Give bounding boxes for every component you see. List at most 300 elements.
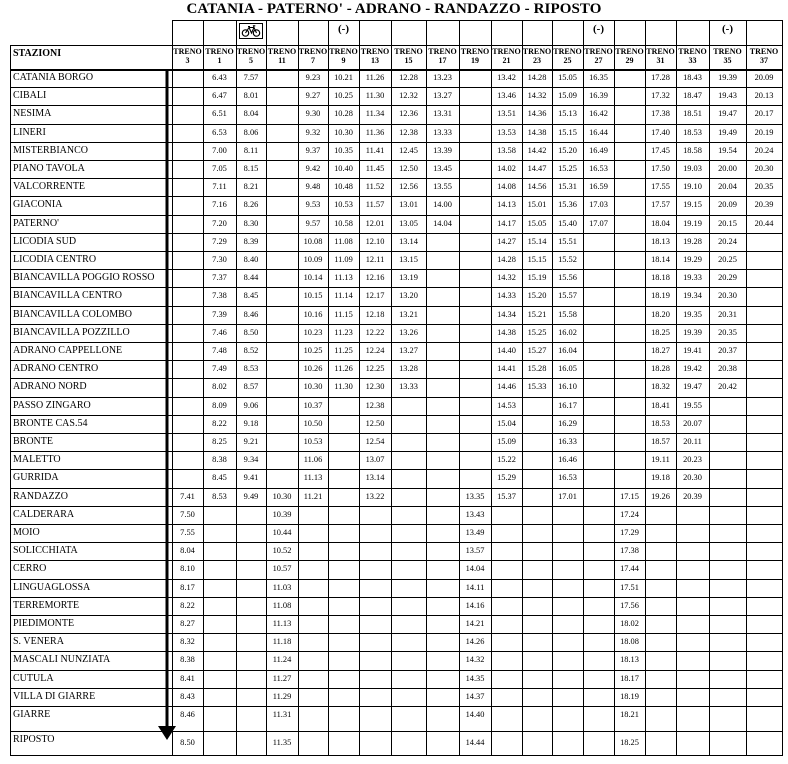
time-cell: 16.05 — [558, 364, 577, 374]
time-cell: 11.08 — [334, 236, 353, 246]
time-cell: 12.17 — [365, 291, 385, 301]
train-number: 35 — [723, 56, 732, 65]
time-cell: 18.41 — [651, 400, 670, 410]
time-cell: 15.29 — [497, 473, 516, 483]
time-cell: 7.48 — [212, 346, 227, 355]
time-cell: 15.36 — [558, 200, 577, 210]
time-cell: 14.27 — [497, 236, 516, 246]
time-cell: 20.13 — [754, 91, 774, 101]
time-cell: 18.27 — [651, 346, 670, 355]
time-cell: 13.58 — [497, 145, 516, 155]
time-cell: 14.44 — [465, 738, 485, 747]
time-cell: 11.30 — [334, 382, 353, 392]
time-cell: 8.10 — [180, 564, 195, 574]
train-label: TRENO — [615, 47, 644, 56]
time-cell: 19.55 — [683, 400, 702, 410]
time-cell: 18.20 — [651, 309, 670, 319]
time-cell: 13.27 — [399, 346, 418, 355]
time-cell: 18.28 — [651, 364, 670, 374]
time-cell: 19.15 — [683, 200, 702, 210]
time-cell: 18.43 — [683, 73, 702, 82]
time-cell: 9.32 — [305, 127, 321, 137]
time-cell: 20.23 — [683, 455, 702, 465]
time-cell: 17.07 — [589, 218, 608, 228]
time-cell: 9.34 — [243, 455, 259, 465]
station-name: MISTERBIANCO — [13, 144, 89, 156]
time-cell: 13.33 — [399, 382, 418, 392]
time-cell: 20.35 — [754, 182, 774, 192]
time-cell: 15.51 — [558, 236, 577, 246]
time-cell: 15.21 — [527, 309, 547, 319]
time-cell: 11.34 — [365, 109, 385, 119]
time-cell: 15.01 — [527, 200, 547, 210]
time-cell: 8.04 — [243, 109, 259, 119]
time-cell: 10.40 — [334, 164, 353, 173]
time-cell: 11.29 — [272, 691, 292, 701]
time-cell: 18.47 — [683, 91, 702, 101]
time-cell: 15.14 — [527, 236, 547, 246]
station-name: LINGUAGLOSSA — [13, 581, 91, 593]
station-name: GIARRE — [13, 709, 51, 720]
time-cell: 19.49 — [718, 127, 737, 137]
time-cell: 7.55 — [180, 528, 195, 537]
time-cell: 8.01 — [243, 91, 259, 101]
time-cell: 8.45 — [243, 291, 259, 301]
time-cell: 8.45 — [212, 473, 227, 483]
time-cell: 13.53 — [497, 127, 516, 137]
time-cell: 15.27 — [527, 346, 547, 355]
time-cell: 15.19 — [527, 273, 547, 283]
time-cell: 20.42 — [718, 382, 737, 392]
train-label: TRENO — [584, 47, 613, 56]
time-cell: 13.01 — [399, 200, 418, 210]
time-cell: 17.01 — [558, 491, 577, 501]
train-number: 31 — [656, 56, 665, 65]
time-cell: 16.39 — [589, 91, 608, 101]
time-cell: 8.46 — [180, 710, 195, 719]
time-cell: 20.19 — [754, 127, 774, 137]
time-cell: 11.15 — [334, 309, 353, 319]
time-cell: 18.04 — [651, 218, 670, 228]
train-number: 15 — [404, 56, 413, 65]
time-cell: 20.24 — [754, 145, 774, 155]
time-cell: 14.37 — [465, 691, 485, 701]
time-cell: 15.56 — [558, 273, 577, 283]
time-cell: 10.50 — [303, 418, 323, 428]
time-cell: 11.09 — [334, 255, 353, 264]
time-cell: 8.06 — [243, 127, 259, 137]
time-cell: 10.15 — [303, 291, 323, 301]
time-cell: 12.30 — [365, 382, 385, 392]
time-cell: 14.38 — [527, 127, 547, 137]
time-cell: 12.36 — [399, 109, 418, 119]
time-cell: 14.04 — [465, 564, 485, 574]
time-cell: 16.49 — [589, 145, 608, 155]
time-cell: 20.00 — [718, 164, 737, 173]
train-label: TRENO — [205, 47, 234, 56]
time-cell: 13.31 — [433, 109, 452, 119]
train-number: 27 — [594, 56, 603, 65]
time-cell: 8.38 — [212, 455, 227, 465]
train-label: TRENO — [553, 47, 582, 56]
time-cell: 15.31 — [558, 182, 577, 192]
time-cell: 8.39 — [243, 236, 259, 246]
time-cell: 8.21 — [243, 182, 259, 192]
station-name: CATANIA BORGO — [13, 72, 94, 83]
time-cell: 19.39 — [683, 327, 702, 337]
time-cell: 14.32 — [465, 655, 485, 665]
station-name: GIACONIA — [13, 199, 63, 211]
time-cell: 19.34 — [683, 291, 702, 301]
time-cell: 18.53 — [651, 418, 670, 428]
time-cell: 13.07 — [365, 455, 385, 465]
time-cell: 7.11 — [212, 182, 227, 192]
time-cell: 11.06 — [303, 455, 323, 465]
time-cell: 19.10 — [683, 182, 702, 192]
time-cell: 7.30 — [212, 255, 227, 264]
time-cell: 18.08 — [620, 637, 639, 647]
time-cell: 15.04 — [497, 418, 516, 428]
time-cell: 20.39 — [683, 491, 702, 501]
time-cell: 13.20 — [399, 291, 418, 301]
train-number: 3 — [185, 56, 190, 65]
time-cell: 12.50 — [399, 164, 418, 173]
time-cell: 15.20 — [558, 145, 577, 155]
time-cell: 12.16 — [365, 273, 385, 283]
station-name: CALDERARA — [13, 508, 75, 520]
time-cell: 12.54 — [365, 437, 385, 446]
time-cell: 13.05 — [399, 218, 418, 228]
time-cell: 12.32 — [399, 91, 418, 101]
time-cell: 12.25 — [365, 364, 385, 374]
time-cell: 11.13 — [272, 619, 292, 628]
station-name: TERREMORTE — [13, 599, 80, 611]
train-number: 37 — [760, 56, 768, 65]
time-cell: 13.51 — [497, 109, 516, 119]
time-cell: 11.08 — [272, 600, 292, 610]
time-cell: 19.41 — [683, 346, 702, 355]
time-cell: 11.41 — [365, 145, 385, 155]
time-cell: 19.43 — [718, 91, 737, 101]
time-cell: 11.25 — [334, 346, 353, 355]
station-name: LINERI — [13, 126, 46, 138]
time-cell: 17.38 — [620, 546, 639, 556]
time-cell: 14.46 — [497, 382, 516, 392]
time-cell: 20.11 — [683, 437, 702, 446]
train-label: TRENO — [267, 47, 297, 56]
time-cell: 11.23 — [334, 327, 353, 337]
time-cell: 18.17 — [620, 673, 639, 683]
time-cell: 12.11 — [365, 255, 385, 264]
time-cell: 13.22 — [365, 491, 385, 501]
time-cell: 16.46 — [558, 455, 577, 465]
time-cell: 11.35 — [272, 738, 292, 747]
time-cell: 11.14 — [334, 291, 353, 301]
time-cell: 11.13 — [334, 273, 353, 283]
train-label: TRENO — [360, 47, 390, 56]
station-name: NESIMA — [13, 108, 52, 120]
station-name: CUTULA — [13, 672, 54, 684]
station-name: PIEDIMONTE — [13, 618, 75, 629]
time-cell: 15.25 — [558, 164, 577, 173]
time-cell: 12.22 — [365, 327, 385, 337]
time-cell: 19.39 — [718, 73, 737, 82]
time-cell: 20.09 — [754, 73, 774, 82]
time-cell: 10.21 — [334, 73, 353, 82]
time-cell: 9.41 — [243, 473, 259, 483]
time-cell: 17.28 — [651, 73, 670, 82]
station-name: RANDAZZO — [13, 490, 68, 502]
station-name: MALETTO — [13, 454, 61, 466]
restricted-mark: (-) — [722, 23, 733, 35]
time-cell: 20.35 — [718, 327, 737, 337]
time-cell: 11.31 — [272, 710, 292, 719]
time-cell: 19.26 — [651, 491, 670, 501]
station-name: LICODIA SUD — [13, 235, 77, 247]
time-cell: 12.28 — [399, 73, 418, 82]
time-cell: 9.30 — [305, 109, 321, 119]
station-name: CERRO — [13, 563, 47, 575]
time-cell: 17.50 — [651, 164, 670, 173]
train-number: 33 — [688, 56, 697, 65]
time-cell: 10.35 — [334, 145, 353, 155]
station-name: BRONTE — [13, 436, 53, 447]
time-cell: 8.40 — [243, 255, 259, 264]
time-cell: 14.35 — [465, 673, 485, 683]
time-cell: 20.44 — [754, 218, 774, 228]
station-name: RIPOSTO — [13, 734, 55, 745]
time-cell: 8.44 — [243, 273, 259, 283]
time-cell: 7.37 — [212, 273, 227, 283]
time-cell: 16.44 — [589, 127, 608, 137]
time-cell: 8.50 — [180, 738, 195, 747]
time-cell: 12.56 — [399, 182, 418, 192]
time-cell: 15.28 — [527, 364, 547, 374]
time-cell: 15.58 — [558, 309, 577, 319]
time-cell: 10.25 — [303, 346, 323, 355]
time-cell: 10.23 — [303, 327, 323, 337]
train-number: 23 — [533, 56, 541, 65]
time-cell: 12.10 — [365, 236, 385, 246]
time-cell: 13.21 — [399, 309, 418, 319]
time-cell: 18.25 — [651, 327, 670, 337]
time-cell: 20.04 — [718, 182, 737, 192]
time-cell: 13.39 — [433, 145, 452, 155]
station-name: ADRANO CENTRO — [13, 363, 99, 375]
time-cell: 19.47 — [683, 382, 702, 392]
time-cell: 15.25 — [527, 327, 547, 337]
time-cell: 10.57 — [272, 564, 292, 574]
station-name: MOIO — [13, 527, 40, 538]
time-cell: 9.57 — [305, 218, 321, 228]
time-cell: 9.53 — [305, 200, 321, 210]
time-cell: 16.17 — [558, 400, 577, 410]
time-cell: 15.09 — [558, 91, 577, 101]
time-cell: 13.19 — [399, 273, 418, 283]
time-cell: 19.19 — [683, 218, 702, 228]
time-cell: 18.51 — [683, 109, 702, 119]
time-cell: 7.38 — [212, 291, 227, 301]
time-cell: 8.27 — [180, 619, 195, 628]
time-cell: 12.50 — [365, 418, 385, 428]
time-cell: 19.47 — [718, 109, 737, 119]
time-cell: 18.19 — [620, 691, 639, 701]
time-cell: 14.40 — [465, 710, 485, 719]
time-cell: 8.38 — [180, 655, 195, 665]
train-number: 17 — [438, 56, 447, 65]
time-cell: 14.41 — [497, 364, 516, 374]
time-cell: 18.13 — [651, 236, 670, 246]
time-cell: 17.55 — [651, 182, 670, 192]
train-number: 29 — [625, 56, 634, 65]
train-label: TRENO — [394, 47, 423, 56]
time-cell: 13.55 — [433, 182, 452, 192]
time-cell: 20.38 — [718, 364, 737, 374]
time-cell: 8.53 — [212, 491, 227, 501]
time-cell: 14.21 — [465, 619, 485, 628]
time-cell: 7.57 — [243, 73, 259, 82]
time-cell: 11.27 — [272, 673, 292, 683]
time-cell: 11.21 — [303, 491, 323, 501]
time-cell: 9.42 — [305, 164, 321, 173]
time-cell: 15.05 — [527, 218, 547, 228]
time-cell: 10.39 — [272, 509, 292, 519]
time-cell: 16.42 — [589, 109, 608, 119]
time-cell: 8.46 — [243, 309, 259, 319]
time-cell: 8.57 — [243, 382, 259, 392]
time-cell: 11.45 — [365, 164, 385, 173]
time-cell: 19.54 — [718, 145, 737, 155]
time-cell: 13.45 — [433, 164, 452, 173]
train-number: 19 — [471, 56, 479, 65]
time-cell: 14.56 — [527, 182, 547, 192]
time-cell: 14.38 — [497, 327, 516, 337]
time-cell: 8.43 — [180, 691, 195, 701]
time-cell: 16.10 — [558, 382, 577, 392]
time-cell: 17.03 — [589, 200, 608, 210]
time-cell: 18.53 — [683, 127, 702, 137]
time-cell: 9.49 — [243, 491, 259, 501]
time-cell: 17.44 — [620, 564, 639, 574]
time-cell: 14.32 — [527, 91, 547, 101]
time-cell: 7.16 — [212, 200, 227, 210]
time-cell: 18.18 — [651, 273, 670, 283]
train-label: TRENO — [236, 47, 266, 56]
time-cell: 11.18 — [272, 637, 292, 647]
time-cell: 15.37 — [497, 491, 516, 501]
time-cell: 15.57 — [558, 291, 577, 301]
train-number: 21 — [502, 56, 511, 65]
time-cell: 13.28 — [399, 364, 418, 374]
train-label: TRENO — [522, 47, 552, 56]
time-cell: 9.18 — [243, 418, 259, 428]
time-cell: 17.29 — [620, 528, 639, 537]
time-cell: 10.53 — [303, 437, 323, 446]
time-cell: 16.29 — [558, 418, 577, 428]
time-cell: 7.49 — [212, 364, 227, 374]
time-cell: 11.57 — [365, 200, 385, 210]
time-cell: 20.30 — [683, 473, 702, 483]
time-cell: 7.41 — [180, 491, 195, 501]
time-cell: 8.52 — [243, 346, 259, 355]
time-cell: 7.46 — [212, 327, 227, 337]
time-cell: 8.11 — [243, 145, 259, 155]
time-cell: 14.13 — [497, 200, 516, 210]
time-cell: 7.05 — [212, 164, 227, 173]
time-cell: 15.13 — [558, 109, 577, 119]
time-cell: 10.26 — [303, 364, 323, 374]
time-cell: 10.58 — [334, 218, 353, 228]
station-name: ADRANO CAPPELLONE — [13, 345, 123, 356]
time-cell: 9.48 — [305, 182, 321, 192]
time-cell: 8.22 — [212, 418, 227, 428]
time-cell: 15.09 — [497, 437, 516, 446]
time-cell: 7.50 — [180, 509, 195, 519]
station-name: S. VENERA — [13, 636, 64, 648]
time-cell: 20.24 — [718, 236, 737, 246]
train-label: TRENO — [173, 47, 202, 56]
train-label: TRENO — [329, 47, 358, 56]
time-cell: 8.30 — [243, 218, 259, 228]
train-number: 13 — [371, 56, 379, 65]
time-cell: 13.35 — [465, 491, 485, 501]
direction-arrow-head — [158, 726, 176, 740]
time-cell: 10.30 — [303, 382, 323, 392]
time-cell: 8.09 — [212, 400, 227, 410]
time-cell: 11.26 — [334, 364, 353, 374]
time-cell: 7.39 — [212, 309, 227, 319]
time-cell: 9.37 — [305, 145, 321, 155]
time-cell: 13.27 — [433, 91, 452, 101]
station-name: VALCORRENTE — [13, 181, 86, 193]
time-cell: 13.33 — [433, 127, 452, 137]
time-cell: 19.28 — [683, 236, 702, 246]
time-cell: 14.40 — [497, 346, 516, 355]
time-cell: 14.17 — [497, 218, 516, 228]
time-cell: 13.42 — [497, 73, 516, 82]
time-cell: 14.33 — [497, 291, 516, 301]
time-cell: 17.45 — [651, 145, 670, 155]
time-cell: 20.29 — [718, 273, 737, 283]
station-name: SOLICCHIATA — [13, 545, 78, 557]
time-cell: 11.52 — [365, 182, 385, 192]
time-cell: 20.07 — [683, 418, 702, 428]
time-cell: 14.11 — [465, 582, 485, 592]
time-cell: 6.47 — [212, 91, 227, 101]
time-cell: 6.51 — [212, 109, 227, 119]
time-cell: 15.33 — [527, 382, 547, 392]
time-cell: 10.08 — [303, 236, 323, 246]
station-name: ADRANO NORD — [13, 381, 87, 393]
time-cell: 20.30 — [754, 164, 774, 173]
time-cell: 20.25 — [718, 255, 737, 264]
time-cell: 14.32 — [497, 273, 516, 283]
train-number: 7 — [311, 56, 315, 65]
time-cell: 16.04 — [558, 346, 577, 355]
time-cell: 17.32 — [651, 91, 670, 101]
time-cell: 20.31 — [718, 309, 737, 319]
time-cell: 11.24 — [272, 655, 292, 665]
time-cell: 14.34 — [497, 309, 516, 319]
time-cell: 19.42 — [683, 364, 702, 374]
time-cell: 13.14 — [399, 236, 418, 246]
time-cell: 8.53 — [243, 364, 259, 374]
time-cell: 18.32 — [651, 382, 670, 392]
train-label: TRENO — [460, 47, 490, 56]
time-cell: 14.26 — [465, 637, 485, 647]
time-cell: 16.33 — [558, 437, 577, 446]
page-title: CATANIA - PATERNO' - ADRANO - RANDAZZO - RIPOSTO — [186, 1, 602, 17]
